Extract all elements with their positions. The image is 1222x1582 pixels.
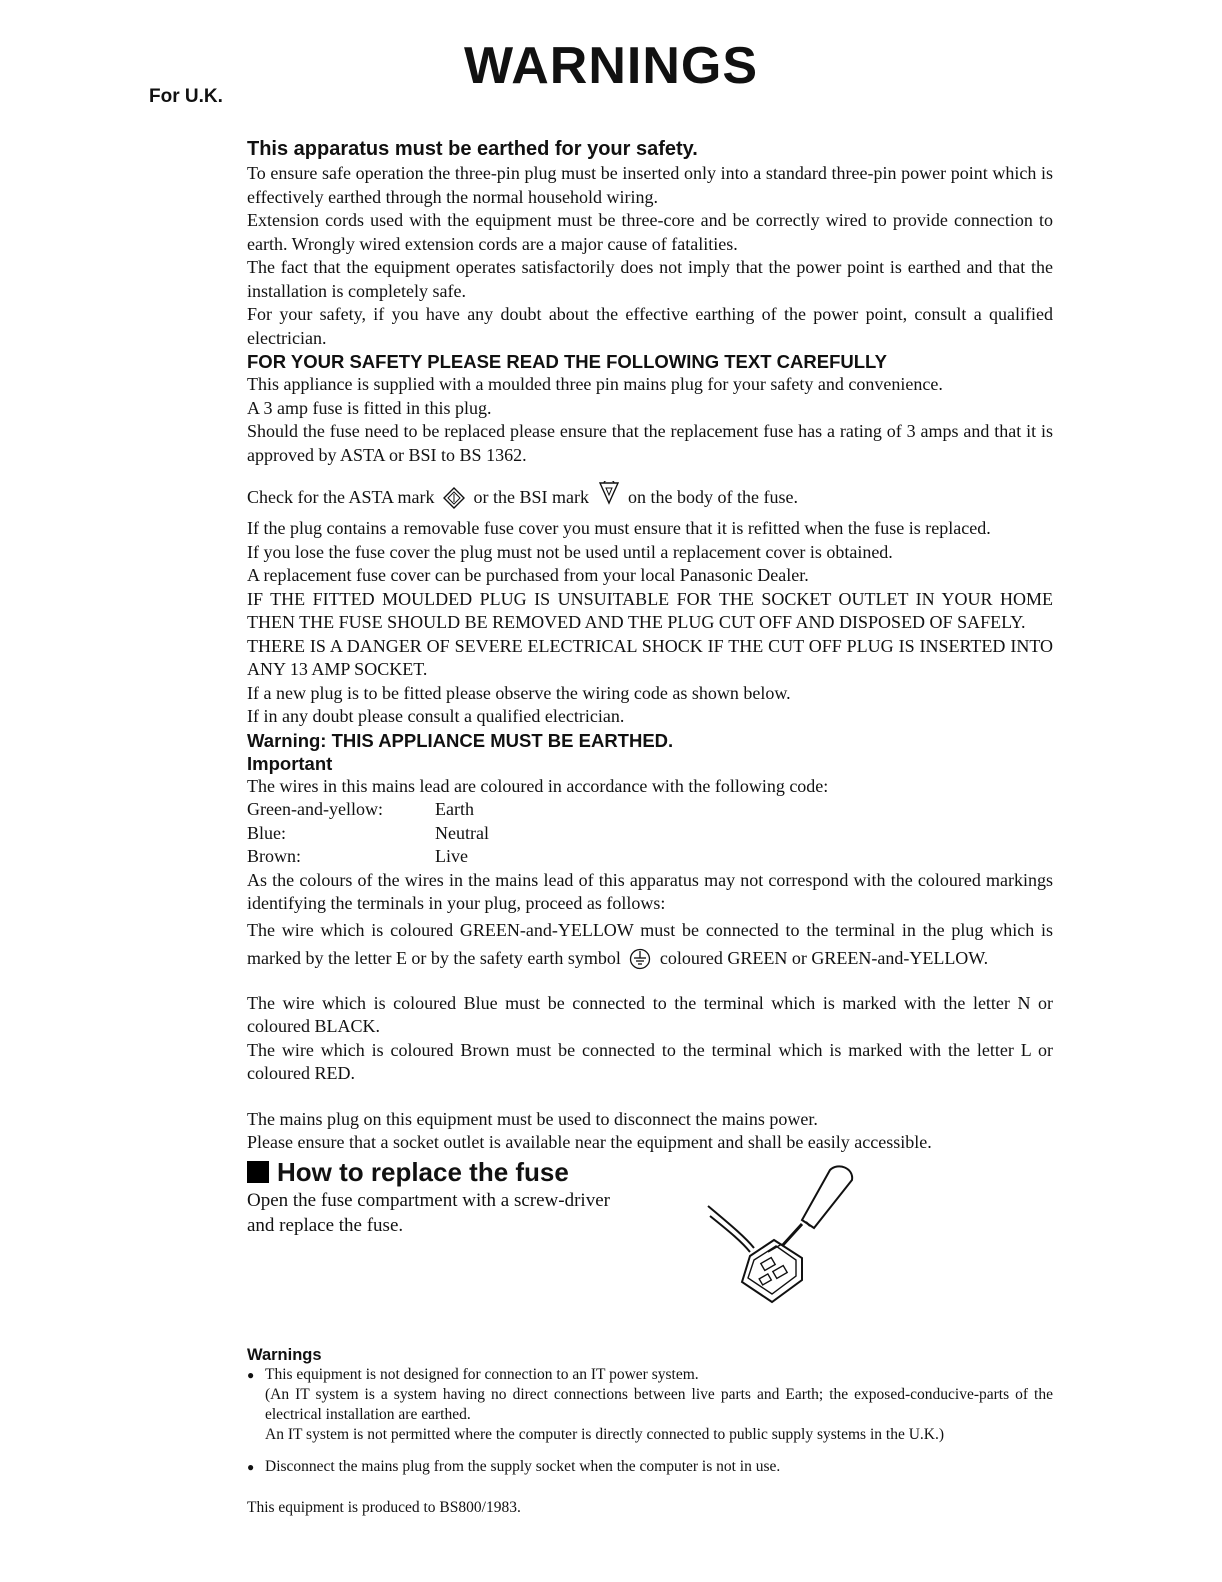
green-wire-instruction (247, 916, 1053, 978)
page-title: WARNINGS (464, 37, 758, 95)
fuse-section-heading (247, 1157, 1053, 1188)
wire-instructions: As the colours of the wires in the mains lead of this apparatus may not correspond with the coloured markings identifying the terminals in your plug, proceed as follows: (247, 869, 1053, 913)
wire-meaning: Neutral (435, 822, 489, 843)
square-bullet-icon (247, 1161, 269, 1183)
region-label: For U.K. (149, 86, 223, 107)
warning-item-text: Disconnect the mains plug from the supply socket when the computer is not in use. (265, 1457, 781, 1475)
wire-row (247, 798, 1053, 822)
warning-note: An IT system is not permitted where the computer is directly connected to public supply systems in the U.K.) (265, 1425, 944, 1443)
warnings-heading: Warnings (247, 1345, 322, 1364)
bullet-icon: ● (247, 1459, 255, 1474)
safety-paragraph: If in any doubt please consult a qualified electrician. (247, 706, 625, 726)
earthing-paragraph: For your safety, if you have any doubt about the effective earthing of the power point, consult a qualified electrician. (247, 304, 1053, 348)
safety-paragraph: If the plug contains a removable fuse cover you must ensure that it is refitted when the fuse is replaced. (247, 518, 991, 538)
safety-paragraph: IF THE FITTED MOULDED PLUG IS UNSUITABLE FOR THE SOCKET OUTLET IN YOUR HOME THEN THE FUSE SHOULD BE REMOVED AND THE PLUG CUT OFF AND DISPOSED OF SAFELY. (247, 588, 1053, 632)
warning-item-text: This equipment is not designed for connection to an IT power system. (265, 1365, 699, 1383)
safety-paragraph: This appliance is supplied with a moulded three pin mains plug for your safety and convenience. (247, 374, 943, 394)
wire-row (247, 845, 1053, 869)
warning-note: (An IT system is a system having no direct connections between live parts and Earth; the exposed-conducive-parts of the electrical installation are earthed. (265, 1385, 1053, 1423)
safety-paragraph: If a new plug is to be fitted please observe the wiring code as shown below. (247, 682, 791, 703)
brown-wire-instruction: The wire which is coloured Brown must be connected to the terminal which is marked with the letter L or coloured RED. (247, 1039, 1053, 1083)
earth-symbol-icon (629, 948, 651, 978)
important-heading: Important (247, 752, 333, 774)
safety-paragraph: THERE IS A DANGER OF SEVERE ELECTRICAL SHOCK IF THE CUT OFF PLUG IS INSERTED INTO ANY 13 AMP SOCKET. (247, 635, 1053, 679)
wire-colour: Brown: (247, 846, 301, 866)
wire-meaning: Live (435, 846, 468, 866)
earthing-paragraph: To ensure safe operation the three-pin plug must be inserted only into a standard three-pin power point which is effectively earthed through the normal household wiring. (247, 163, 1053, 207)
bsi-kitemark-icon (598, 481, 620, 513)
fuse-section (247, 1188, 1053, 1328)
main-content (247, 136, 1053, 1517)
screwdriver-plug-illustration (702, 1160, 872, 1335)
safety-heading: FOR YOUR SAFETY PLEASE READ THE FOLLOWING TEXT CAREFULLY (247, 351, 888, 372)
mains-disconnect-text: The mains plug on this equipment must be used to disconnect the mains power. (247, 1108, 818, 1129)
wire-code-table (247, 798, 1053, 869)
check-text-1: Check for the ASTA mark (247, 487, 435, 507)
wire-colour: Green-and-yellow: (247, 799, 383, 819)
warning-item (247, 1365, 1053, 1385)
fuse-instruction: Open the fuse compartment with a screw-driver and replace the fuse. (247, 1189, 610, 1236)
safety-paragraph: A replacement fuse cover can be purchased from your local Panasonic Dealer. (247, 565, 809, 585)
mark-check-line (247, 481, 1053, 517)
standard-note: This equipment is produced to BS800/1983. (247, 1498, 521, 1516)
safety-paragraph: A 3 amp fuse is fitted in this plug. (247, 397, 492, 418)
blue-wire-instruction: The wire which is coloured Blue must be connected to the terminal which is marked with the letter N or coloured BLACK. (247, 992, 1053, 1036)
check-text-2: or the BSI mark (473, 487, 590, 507)
green-wire-text-2: coloured GREEN or GREEN-and-YELLOW. (659, 947, 989, 968)
green-wire-text-1: The wire which is coloured GREEN-and-YELLOW must be connected to the terminal in the plug which is marked by the letter E or by the safety earth symbol (247, 919, 1053, 968)
earthing-paragraph: Extension cords used with the equipment must be three-core and be correctly wired to provide connection to earth. Wrongly wired extension cords are a major cause of fatalities. (247, 210, 1053, 254)
bullet-icon: ● (247, 1367, 255, 1382)
socket-access-text: Please ensure that a socket outlet is available near the equipment and shall be easily accessible. (247, 1132, 932, 1152)
fuse-heading-text: How to replace the fuse (277, 1156, 569, 1187)
safety-paragraph: Should the fuse need to be replaced please ensure that the replacement fuse has a rating of 3 amps and that it is approved by ASTA or BSI to BS 1362. (247, 421, 1053, 465)
safety-paragraph: If you lose the fuse cover the plug must not be used until a replacement cover is obtained. (247, 541, 893, 562)
wire-colour: Blue: (247, 822, 286, 843)
wire-meaning: Earth (435, 799, 474, 819)
earthed-warning-heading: Warning: THIS APPLIANCE MUST BE EARTHED. (247, 729, 674, 751)
warning-item (247, 1457, 1053, 1477)
wire-row (247, 822, 1053, 846)
earthing-heading: This apparatus must be earthed for your safety. (247, 138, 698, 160)
earthing-paragraph: The fact that the equipment operates satisfactorily does not imply that the power point is earthed and that the installation is completely safe. (247, 257, 1053, 301)
check-text-3: on the body of the fuse. (628, 487, 798, 507)
wire-code-intro: The wires in this mains lead are coloured in accordance with the following code: (247, 775, 829, 796)
asta-mark-icon (443, 487, 465, 517)
